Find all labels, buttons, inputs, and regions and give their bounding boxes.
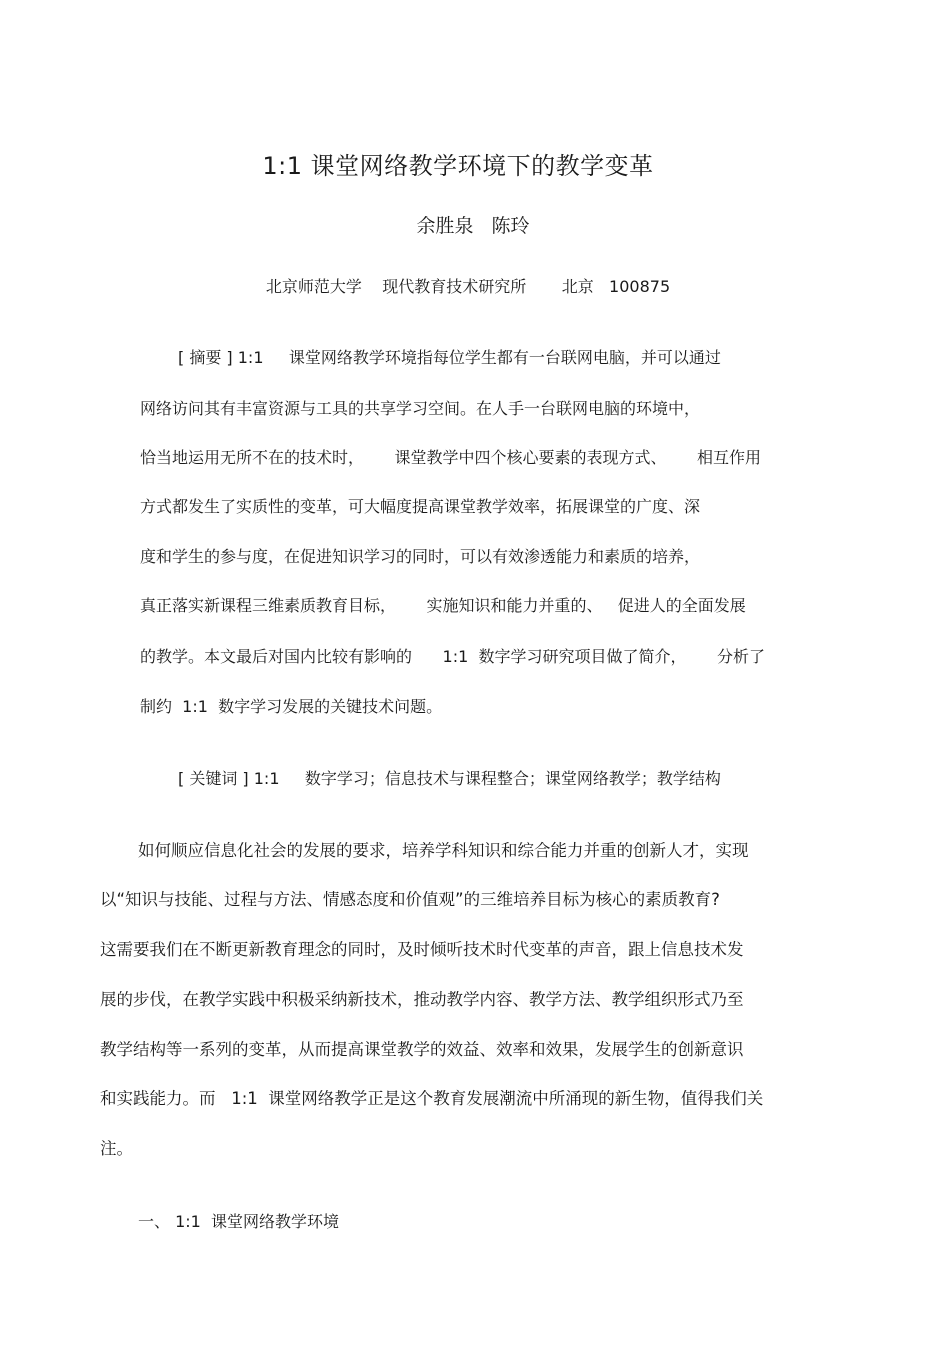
body-line: 注。 xyxy=(100,1139,133,1158)
abstract-line: 度和学生的参与度，在促进知识学习的同时，可以有效渗透能力和素质的培养， xyxy=(140,547,701,566)
body-line: 教学结构等一系列的变革，从而提高课堂教学的效益、效率和效果，发展学生的创新意识 xyxy=(100,1040,744,1059)
body-line: 展的步伐，在教学实践中积极采纳新技术，推动教学内容、教学方法、教学组织形式乃至 xyxy=(100,990,744,1009)
abstract-line: 方式都发生了实质性的变革，可大幅度提高课堂教学效率，拓展课堂的广度、深 xyxy=(140,497,701,516)
abstract-line: 真正落实新课程三维素质教育目标， 实施知识和能力并重的、 促进人的全面发展 xyxy=(140,596,746,615)
paper-title: 1:1 课堂网络教学环境下的教学变革 xyxy=(262,152,654,180)
abstract-line: [ 摘要 ] 1:1 课堂网络教学环境指每位学生都有一台联网电脑，并可以通过 xyxy=(178,348,721,367)
section-heading: 一、 1:1 课堂网络教学环境 xyxy=(138,1212,340,1231)
keywords: [ 关键词 ] 1:1 数字学习；信息技术与课程整合；课堂网络教学；教学结构 xyxy=(178,769,721,788)
body-line: 和实践能力。而 1:1 课堂网络教学正是这个教育发展潮流中所涌现的新生物，值得我们关 xyxy=(100,1089,764,1108)
paper-affiliation: 北京师范大学 现代教育技术研究所 北京 100875 xyxy=(265,277,671,296)
body-line: 以“知识与技能、过程与方法、情感态度和价值观”的三维培养目标为核心的素质教育? xyxy=(100,890,720,909)
abstract-line: 的教学。本文最后对国内比较有影响的 1:1 数字学习研究项目做了简介， 分析了 xyxy=(140,647,765,666)
body-line: 如何顺应信息化社会的发展的要求，培养学科知识和综合能力并重的创新人才，实现 xyxy=(138,841,749,860)
abstract-line: 制约 1:1 数字学习发展的关键技术问题。 xyxy=(140,697,443,716)
paper-authors: 余胜泉 陈玲 xyxy=(416,215,530,237)
abstract-line: 恰当地运用无所不在的技术时， 课堂教学中四个核心要素的表现方式、 相互作用 xyxy=(140,448,762,467)
body-line: 这需要我们在不断更新教育理念的同时，及时倾听技术时代变革的声音，跟上信息技术发 xyxy=(100,940,744,959)
abstract-line: 网络访问其有丰富资源与工具的共享学习空间。在人手一台联网电脑的环境中， xyxy=(140,399,701,418)
